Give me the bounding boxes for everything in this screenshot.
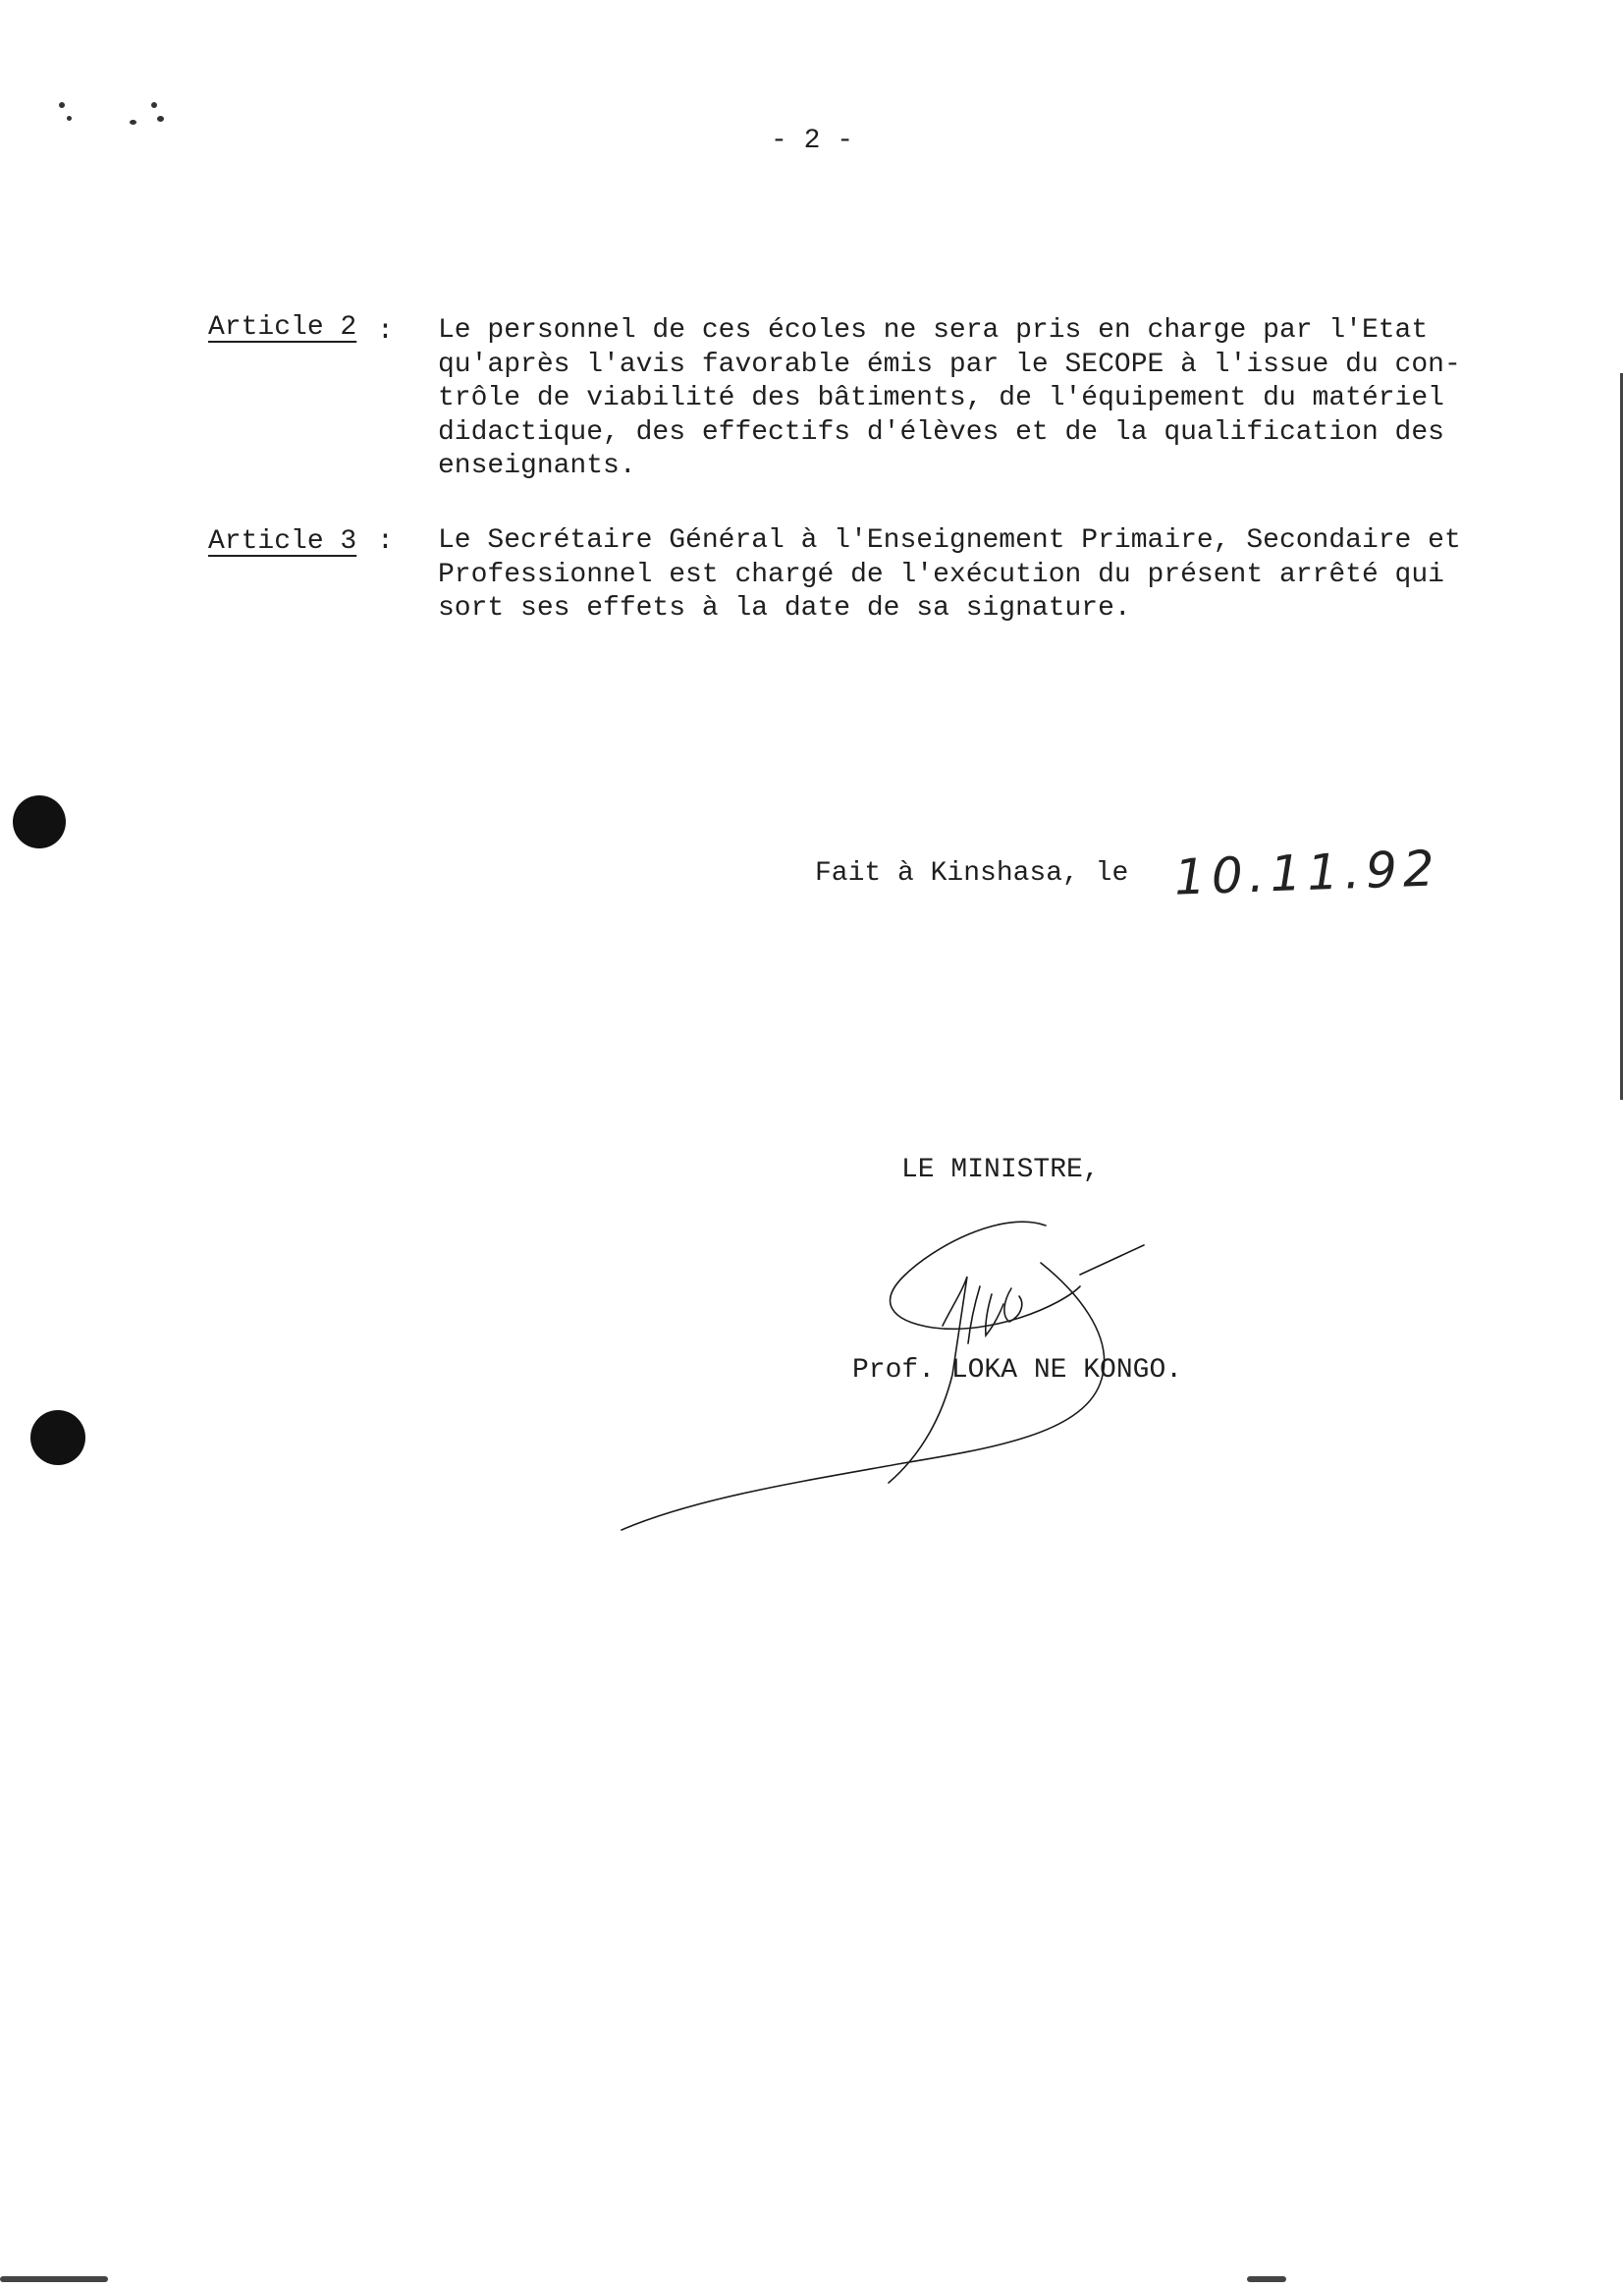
place-date-line: Fait à Kinshasa, le <box>815 858 1129 889</box>
article-2-colon: : <box>377 316 394 347</box>
article-2-line: didactique, des effectifs d'élèves et de la qualification des <box>438 416 1444 448</box>
article-2-line: trôle de viabilité des bâtiments, de l'équipement du matériel <box>438 383 1444 413</box>
article-3-line: sort ses effets à la date de sa signature. <box>438 593 1131 624</box>
punch-hole-top <box>13 795 66 848</box>
article-3-line: Le Secrétaire Général à l'Enseignement Primaire, Secondaire et <box>438 525 1461 556</box>
article-3-line: Professionnel est chargé de l'exécution du présent arrêté qui <box>438 559 1444 590</box>
scan-speck <box>67 116 72 121</box>
scan-speck <box>157 116 164 122</box>
article-2-line: enseignants. <box>438 451 636 481</box>
article-2-line: Le personnel de ces écoles ne sera pris en charge par l'Etat <box>438 315 1429 346</box>
scan-speck <box>130 120 136 125</box>
article-2-line: qu'après l'avis favorable émis par le SECOPE à l'issue du con- <box>438 349 1461 380</box>
handwritten-date: 10.11.92 <box>1173 840 1441 906</box>
signatory-title: LE MINISTRE, <box>901 1155 1100 1185</box>
scan-edge-mark <box>0 2276 108 2282</box>
article-2-label: Article 2 <box>208 312 357 343</box>
scan-speck <box>151 102 157 108</box>
article-2-text <box>438 314 1479 484</box>
article-3-colon: : <box>377 526 394 557</box>
article-3-label: Article 3 <box>208 526 357 557</box>
scan-speck <box>59 102 65 108</box>
scan-edge-mark <box>1620 373 1623 1100</box>
article-3-text <box>438 524 1479 627</box>
page-number: - 2 - <box>770 126 853 156</box>
handwritten-signature <box>609 1218 1159 1552</box>
signatory-name: Prof. LOKA NE KONGO. <box>852 1355 1183 1386</box>
punch-hole-bottom <box>30 1410 85 1465</box>
scan-edge-mark <box>1247 2276 1286 2282</box>
